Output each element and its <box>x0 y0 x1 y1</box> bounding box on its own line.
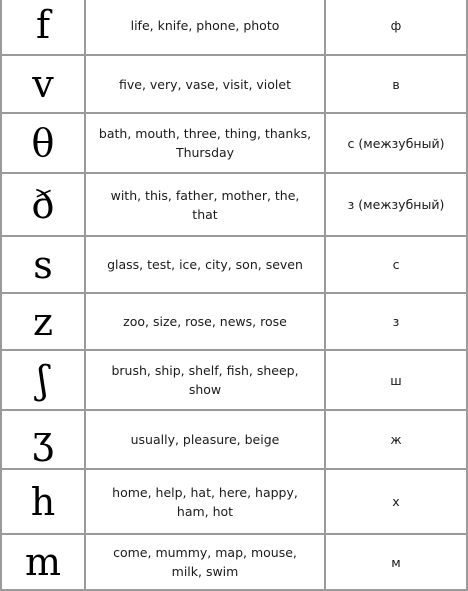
table-row <box>1 113 467 173</box>
phonetic-symbol: ʒ <box>1 410 85 469</box>
table-row <box>1 534 467 590</box>
example-words: life, knife, phone, photo <box>85 0 325 55</box>
phonetic-symbol: ð <box>1 173 85 236</box>
example-words: zoo, size, rose, news, rose <box>85 293 325 350</box>
table-row <box>1 469 467 534</box>
table-row <box>1 0 467 55</box>
phonetic-symbol: z <box>1 293 85 350</box>
example-words: home, help, hat, here, happy, ham, hot <box>85 469 325 534</box>
example-words: glass, test, ice, city, son, seven <box>85 236 325 293</box>
russian-equivalent: з (межзубный) <box>325 173 467 236</box>
russian-equivalent: ж <box>325 410 467 469</box>
russian-equivalent: ф <box>325 0 467 55</box>
russian-equivalent: с <box>325 236 467 293</box>
table-row <box>1 293 467 350</box>
russian-equivalent: з <box>325 293 467 350</box>
example-words: come, mummy, map, mouse, milk, swim <box>85 534 325 590</box>
phonetic-symbol: ʃ <box>1 350 85 410</box>
example-words: brush, ship, shelf, fish, sheep, show <box>85 350 325 410</box>
phonetic-symbol: f <box>1 0 85 55</box>
example-words: bath, mouth, three, thing, thanks, Thursday <box>85 113 325 173</box>
phonetic-symbol: s <box>1 236 85 293</box>
phonetic-symbol: v <box>1 55 85 113</box>
table-row <box>1 55 467 113</box>
example-words: five, very, vase, visit, violet <box>85 55 325 113</box>
table-row <box>1 173 467 236</box>
russian-equivalent: ш <box>325 350 467 410</box>
russian-equivalent: в <box>325 55 467 113</box>
table-row <box>1 350 467 410</box>
phonetic-symbol: θ <box>1 113 85 173</box>
russian-equivalent: с (межзубный) <box>325 113 467 173</box>
table-row <box>1 236 467 293</box>
phonetic-symbol: h <box>1 469 85 534</box>
example-words: with, this, father, mother, the, that <box>85 173 325 236</box>
example-words: usually, pleasure, beige <box>85 410 325 469</box>
russian-equivalent: х <box>325 469 467 534</box>
russian-equivalent: м <box>325 534 467 590</box>
phonetic-symbol: m <box>1 534 85 590</box>
table-row <box>1 410 467 469</box>
